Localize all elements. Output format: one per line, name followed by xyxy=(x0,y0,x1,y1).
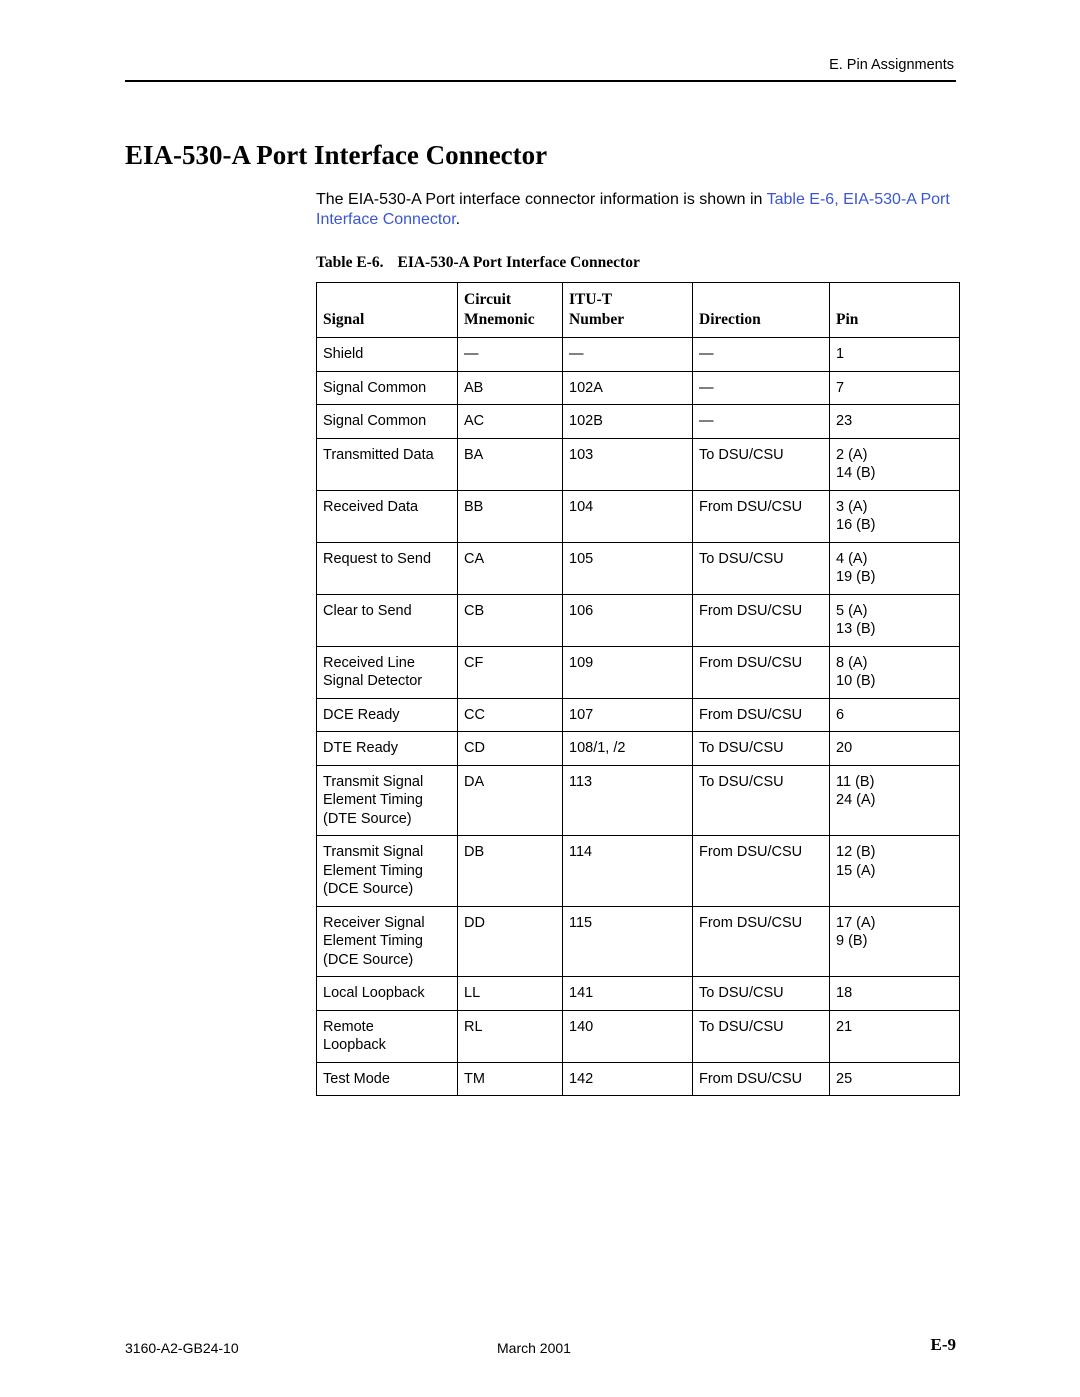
footer-date: March 2001 xyxy=(497,1340,571,1356)
number-value: 142 xyxy=(569,1070,594,1087)
table-header-row xyxy=(317,283,960,338)
number-value: 104 xyxy=(569,498,594,515)
signal-name: (DCE Source) xyxy=(323,951,414,968)
signal-cell xyxy=(317,338,458,372)
signal-name: Received Data xyxy=(323,498,419,515)
mnemonic-cell xyxy=(458,371,563,405)
number-value: 115 xyxy=(569,914,593,931)
direction-value: To DSU/CSU xyxy=(699,985,784,1001)
signal-name: (DTE Source) xyxy=(323,810,412,827)
signal-cell xyxy=(317,594,458,646)
number-cell xyxy=(563,698,693,732)
number-cell xyxy=(563,542,693,594)
mnemonic-cell xyxy=(458,698,563,732)
table-number: Table E-6. xyxy=(316,254,384,271)
signal-cell xyxy=(317,836,458,907)
mnemonic-cell xyxy=(458,594,563,646)
page-number: E-9 xyxy=(930,1335,956,1354)
number-value: 102A xyxy=(569,379,603,396)
pin-value: 12 (B) xyxy=(836,844,876,860)
pin-cell xyxy=(830,698,960,732)
pin-cell xyxy=(830,490,960,542)
pin-value: 25 xyxy=(836,1070,853,1087)
mnemonic-value: DB xyxy=(464,844,485,860)
table-xref-link[interactable]: Table E-6, xyxy=(766,191,839,208)
pin-value: 17 (A) xyxy=(836,914,876,931)
number-value: 108/1, /2 xyxy=(569,740,626,756)
header-signal: Signal xyxy=(317,283,458,338)
signal-name: Shield xyxy=(323,346,364,362)
number-value: 105 xyxy=(569,550,594,567)
number-cell xyxy=(563,594,693,646)
signal-cell xyxy=(317,698,458,732)
direction-value: — xyxy=(699,379,714,396)
pin-assignment-table xyxy=(316,282,960,1096)
number-cell xyxy=(563,977,693,1011)
direction-value: From DSU/CSU xyxy=(699,914,803,931)
pin-cell xyxy=(830,594,960,646)
mnemonic-value: — xyxy=(464,346,479,362)
direction-value: — xyxy=(699,346,714,362)
signal-name: Signal Common xyxy=(323,413,427,429)
intro-text: The EIA-530-A Port interface connector information is shown in xyxy=(316,191,767,208)
direction-cell xyxy=(693,698,830,732)
table-row xyxy=(317,836,960,907)
pin-value: 9 (B) xyxy=(836,933,868,949)
pin-value: 4 (A) xyxy=(836,550,868,567)
number-cell xyxy=(563,490,693,542)
number-cell xyxy=(563,836,693,907)
table-row xyxy=(317,1010,960,1062)
number-value: 114 xyxy=(569,844,593,860)
section-label: E. Pin Assignments xyxy=(829,57,954,73)
pin-cell xyxy=(830,977,960,1011)
number-value: 102B xyxy=(569,413,603,429)
pin-value: 10 (B) xyxy=(836,673,876,689)
signal-cell xyxy=(317,732,458,766)
direction-cell xyxy=(693,732,830,766)
number-value: 107 xyxy=(569,706,594,723)
direction-cell xyxy=(693,438,830,490)
number-value: 106 xyxy=(569,602,594,619)
number-cell xyxy=(563,405,693,439)
number-cell xyxy=(563,438,693,490)
number-value: 109 xyxy=(569,654,594,671)
direction-value: From DSU/CSU xyxy=(699,602,803,619)
direction-cell xyxy=(693,490,830,542)
direction-value: To DSU/CSU xyxy=(699,550,784,567)
pin-cell xyxy=(830,1062,960,1096)
direction-value: To DSU/CSU xyxy=(699,773,784,790)
pin-value: 2 (A) xyxy=(836,446,868,463)
direction-cell xyxy=(693,405,830,439)
table-title-xref-link[interactable]: EIA-530-A Port Interface Connector xyxy=(316,191,950,228)
pin-value: 20 xyxy=(836,740,853,756)
intro-paragraph xyxy=(316,190,956,230)
direction-cell xyxy=(693,977,830,1011)
pin-value: 3 (A) xyxy=(836,498,868,515)
signal-name: (DCE Source) xyxy=(323,881,414,897)
mnemonic-cell xyxy=(458,338,563,372)
signal-cell xyxy=(317,438,458,490)
mnemonic-cell xyxy=(458,977,563,1011)
mnemonic-value: BB xyxy=(464,498,484,515)
pin-value: 1 xyxy=(836,346,845,362)
direction-cell xyxy=(693,1062,830,1096)
direction-value: To DSU/CSU xyxy=(699,1018,784,1035)
number-cell xyxy=(563,646,693,698)
mnemonic-cell xyxy=(458,1062,563,1096)
signal-cell xyxy=(317,371,458,405)
mnemonic-cell xyxy=(458,906,563,977)
signal-name: Test Mode xyxy=(323,1070,390,1087)
direction-cell xyxy=(693,371,830,405)
mnemonic-value: DA xyxy=(464,773,485,790)
direction-value: From DSU/CSU xyxy=(699,1070,803,1087)
table-row xyxy=(317,405,960,439)
signal-name: Signal Common xyxy=(323,379,427,396)
signal-name: Received Line xyxy=(323,654,415,671)
pin-cell xyxy=(830,438,960,490)
direction-value: From DSU/CSU xyxy=(699,844,803,860)
header-direction: Direction xyxy=(693,283,830,338)
direction-value: — xyxy=(699,413,714,429)
signal-name: Element Timing xyxy=(323,792,423,808)
pin-cell xyxy=(830,906,960,977)
direction-cell xyxy=(693,594,830,646)
direction-cell xyxy=(693,542,830,594)
mnemonic-cell xyxy=(458,1010,563,1062)
pin-cell xyxy=(830,765,960,836)
pin-value: 13 (B) xyxy=(836,621,876,637)
signal-name: Transmitted Data xyxy=(323,446,434,463)
pin-value: 21 xyxy=(836,1018,853,1035)
table-row xyxy=(317,698,960,732)
header-rule xyxy=(125,80,956,82)
table-row xyxy=(317,1062,960,1096)
mnemonic-cell xyxy=(458,836,563,907)
signal-cell xyxy=(317,490,458,542)
intro-end: . xyxy=(455,211,461,228)
signal-name: Local Loopback xyxy=(323,985,425,1001)
mnemonic-value: CD xyxy=(464,740,485,756)
direction-value: From DSU/CSU xyxy=(699,498,803,515)
pin-value: 15 (A) xyxy=(836,862,876,879)
mnemonic-value: CA xyxy=(464,550,485,567)
signal-name: Element Timing xyxy=(323,933,423,949)
table-row xyxy=(317,338,960,372)
signal-cell xyxy=(317,646,458,698)
table-row xyxy=(317,977,960,1011)
signal-cell xyxy=(317,906,458,977)
signal-cell xyxy=(317,765,458,836)
signal-cell xyxy=(317,1010,458,1062)
direction-cell xyxy=(693,765,830,836)
table-row xyxy=(317,732,960,766)
number-value: 103 xyxy=(569,446,594,463)
number-cell xyxy=(563,338,693,372)
pin-value: 23 xyxy=(836,413,853,429)
mnemonic-value: LL xyxy=(464,985,481,1001)
page-title: EIA-530-A Port Interface Connector xyxy=(125,140,548,170)
signal-cell xyxy=(317,405,458,439)
pin-cell xyxy=(830,542,960,594)
pin-cell xyxy=(830,371,960,405)
direction-value: To DSU/CSU xyxy=(699,446,784,463)
table-body xyxy=(317,338,960,1096)
direction-cell xyxy=(693,836,830,907)
header-number: ITU-T Number xyxy=(563,283,693,338)
mnemonic-cell xyxy=(458,405,563,439)
signal-name: Clear to Send xyxy=(323,602,412,619)
direction-cell xyxy=(693,906,830,977)
table-row xyxy=(317,542,960,594)
pin-value: 19 (B) xyxy=(836,569,876,585)
table-row xyxy=(317,906,960,977)
number-cell xyxy=(563,906,693,977)
direction-value: From DSU/CSU xyxy=(699,654,803,671)
pin-cell xyxy=(830,338,960,372)
signal-name: Element Timing xyxy=(323,862,423,879)
mnemonic-value: RL xyxy=(464,1018,483,1035)
mnemonic-cell xyxy=(458,765,563,836)
mnemonic-value: DD xyxy=(464,914,485,931)
mnemonic-value: BA xyxy=(464,446,484,463)
direction-cell xyxy=(693,1010,830,1062)
pin-cell xyxy=(830,836,960,907)
direction-cell xyxy=(693,338,830,372)
pin-value: 6 xyxy=(836,706,845,723)
signal-cell xyxy=(317,977,458,1011)
number-value: 140 xyxy=(569,1018,594,1035)
signal-name: DTE Ready xyxy=(323,740,398,756)
mnemonic-cell xyxy=(458,542,563,594)
direction-value: To DSU/CSU xyxy=(699,740,784,756)
number-value: 113 xyxy=(569,773,593,790)
header-pin: Pin xyxy=(830,283,960,338)
number-value: 141 xyxy=(569,985,594,1001)
mnemonic-cell xyxy=(458,438,563,490)
table-row xyxy=(317,371,960,405)
pin-value: 5 (A) xyxy=(836,602,868,619)
footer-doc-number: 3160-A2-GB24-10 xyxy=(125,1340,239,1356)
table-row xyxy=(317,765,960,836)
pin-value: 7 xyxy=(836,379,845,396)
mnemonic-value: CB xyxy=(464,602,485,619)
table-caption xyxy=(316,254,640,272)
pin-value: 16 (B) xyxy=(836,517,876,533)
table-caption-title: EIA-530-A Port Interface Connector xyxy=(397,254,640,271)
pin-value: 18 xyxy=(836,985,853,1001)
signal-cell xyxy=(317,542,458,594)
header-mnemonic: Circuit Mnemonic xyxy=(458,283,563,338)
signal-name: Transmit Signal xyxy=(323,773,424,790)
signal-name: Signal Detector xyxy=(323,673,423,689)
signal-cell xyxy=(317,1062,458,1096)
pin-value: 14 (B) xyxy=(836,465,876,481)
number-cell xyxy=(563,371,693,405)
mnemonic-cell xyxy=(458,732,563,766)
number-cell xyxy=(563,765,693,836)
mnemonic-cell xyxy=(458,646,563,698)
mnemonic-value: CC xyxy=(464,706,485,723)
pin-value: 8 (A) xyxy=(836,654,868,671)
pin-cell xyxy=(830,405,960,439)
signal-name: Receiver Signal xyxy=(323,914,425,931)
table-row xyxy=(317,438,960,490)
mnemonic-value: AC xyxy=(464,413,485,429)
direction-cell xyxy=(693,646,830,698)
mnemonic-value: AB xyxy=(464,379,484,396)
signal-name: Loopback xyxy=(323,1037,386,1053)
table-row xyxy=(317,594,960,646)
mnemonic-cell xyxy=(458,490,563,542)
pin-cell xyxy=(830,732,960,766)
direction-value: From DSU/CSU xyxy=(699,706,803,723)
signal-name: DCE Ready xyxy=(323,706,400,723)
mnemonic-value: CF xyxy=(464,654,484,671)
number-cell xyxy=(563,732,693,766)
pin-cell xyxy=(830,646,960,698)
signal-name: Remote xyxy=(323,1018,374,1035)
table-row xyxy=(317,490,960,542)
pin-value: 11 (B) xyxy=(836,773,875,790)
pin-cell xyxy=(830,1010,960,1062)
number-value: — xyxy=(569,346,584,362)
mnemonic-value: TM xyxy=(464,1070,485,1087)
signal-name: Transmit Signal xyxy=(323,844,424,860)
signal-name: Request to Send xyxy=(323,550,432,567)
number-cell xyxy=(563,1062,693,1096)
number-cell xyxy=(563,1010,693,1062)
table-row xyxy=(317,646,960,698)
pin-value: 24 (A) xyxy=(836,792,876,808)
